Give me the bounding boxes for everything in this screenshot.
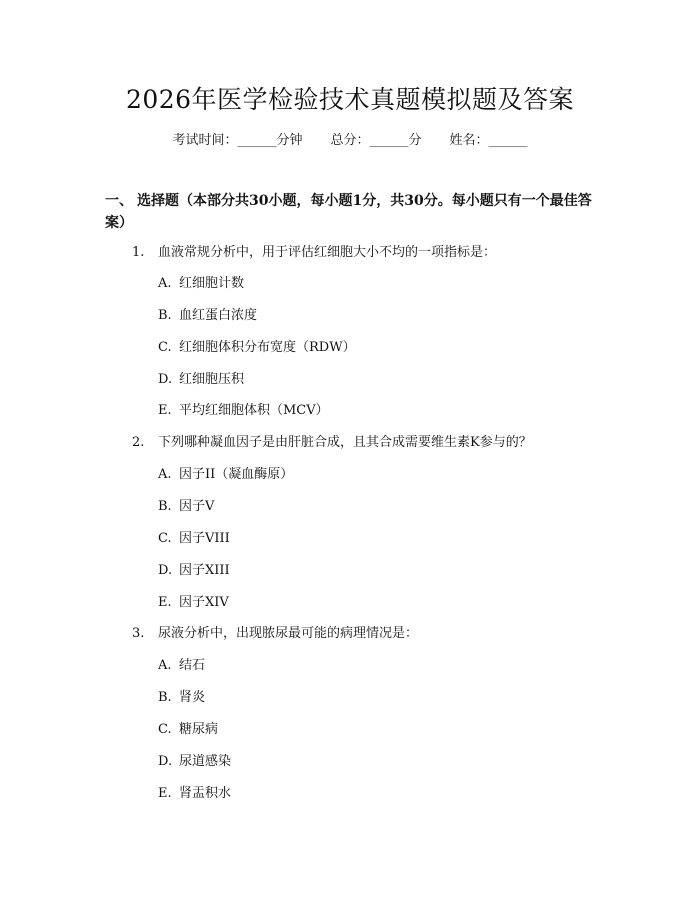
- option: [158, 306, 257, 326]
- option: [158, 497, 214, 517]
- question-text: 下列哪种凝血因子是由肝脏合成，且其合成需要维生素K参与的？: [158, 435, 532, 450]
- question-2: [132, 433, 532, 453]
- option-letter: E.: [158, 403, 172, 418]
- exam-info-line: [0, 131, 700, 151]
- option-letter: C.: [158, 531, 172, 546]
- option-letter: D.: [158, 563, 173, 578]
- page-title: 2026年医学检验技术真题模拟题及答案: [125, 85, 575, 114]
- option: [158, 720, 218, 740]
- question-number: 3.: [132, 626, 145, 641]
- question-number: 1.: [132, 245, 145, 260]
- option: [158, 529, 230, 549]
- option: [158, 784, 231, 804]
- option-text: 肾盂积水: [179, 786, 232, 801]
- option-text: 平均红细胞体积（MCV）: [179, 403, 329, 418]
- option-text: 糖尿病: [179, 722, 219, 737]
- option: [158, 465, 293, 485]
- total-score-field: 总分：______分: [330, 133, 422, 148]
- option-text: 因子XIV: [179, 595, 229, 610]
- option-letter: B.: [158, 308, 172, 323]
- option-text: 尿道感染: [179, 754, 232, 769]
- student-name-field: 姓名：______: [449, 133, 528, 148]
- option-text: 红细胞计数: [179, 276, 245, 291]
- option-letter: C.: [158, 340, 172, 355]
- option-letter: C.: [158, 722, 172, 737]
- option-letter: B.: [158, 499, 172, 514]
- option-text: 红细胞压积: [179, 372, 245, 387]
- question-text: 血液常规分析中，用于评估红细胞大小不均的一项指标是：: [158, 245, 497, 260]
- section-number: 一、: [105, 193, 133, 209]
- option: [158, 688, 205, 708]
- option-text: 因子II（凝血酶原）: [179, 467, 294, 482]
- option-letter: E.: [158, 595, 172, 610]
- option-letter: D.: [158, 372, 173, 387]
- option: [158, 593, 229, 613]
- option-text: 红细胞体积分布宽度（RDW）: [179, 340, 356, 355]
- question-text: 尿液分析中，出现脓尿最可能的病理情况是：: [158, 626, 419, 641]
- option-letter: E.: [158, 786, 172, 801]
- option: [158, 561, 230, 581]
- option-text: 因子V: [179, 499, 215, 514]
- option-text: 结石: [179, 658, 206, 673]
- option-text: 血红蛋白浓度: [179, 308, 258, 323]
- option-text: 肾炎: [179, 690, 206, 705]
- option-letter: D.: [158, 754, 173, 769]
- question-1: [132, 243, 496, 263]
- option-text: 因子VIII: [179, 531, 230, 546]
- option-text: 因子XIII: [179, 563, 230, 578]
- option: [158, 274, 244, 294]
- option-letter: A.: [158, 467, 172, 482]
- option: [158, 338, 356, 358]
- exam-time-field: 考试时间：______分钟: [172, 133, 303, 148]
- option: [158, 752, 231, 772]
- question-number: 2.: [132, 435, 145, 450]
- option: [158, 401, 329, 421]
- option-letter: A.: [158, 276, 172, 291]
- option-letter: A.: [158, 658, 172, 673]
- option: [158, 370, 244, 390]
- section-heading: [105, 190, 605, 234]
- question-3: [132, 624, 418, 644]
- section-text: 选择题（本部分共30小题，每小题1分，共30分。每小题只有一个最佳答案）: [105, 193, 592, 231]
- option: [158, 656, 205, 676]
- option-letter: B.: [158, 690, 172, 705]
